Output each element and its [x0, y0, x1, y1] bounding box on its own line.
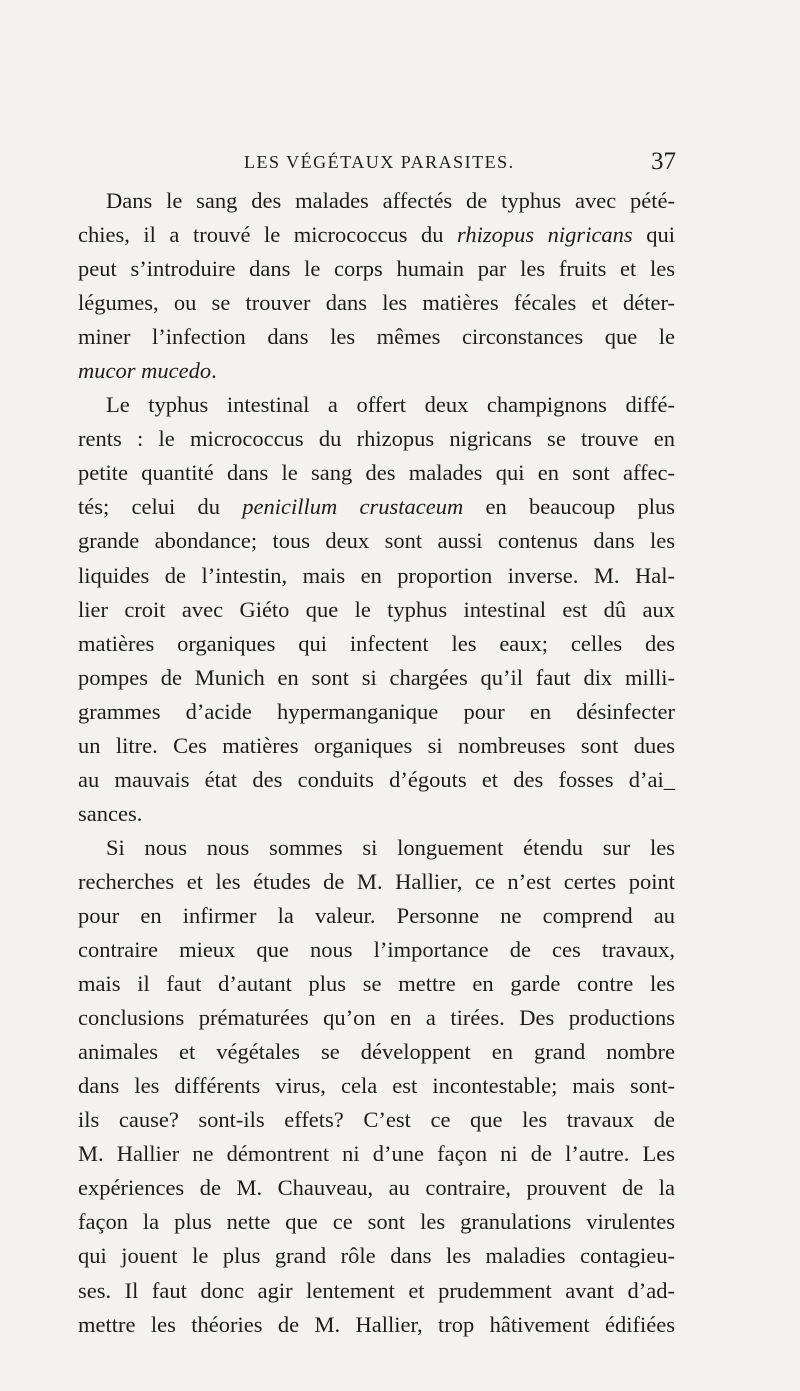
text-segment: grammes d’acide hypermanganique pour en désinfecter [78, 698, 675, 724]
text-line [78, 422, 675, 456]
italic-term: rhizopus nigricans [457, 222, 633, 248]
text-segment: légumes, ou se trouver dans les matières fécales et déter- [78, 290, 675, 316]
text-segment: ses. Il faut donc agir lentement et prudemment avant d’ad- [78, 1277, 675, 1303]
text-line [78, 524, 675, 558]
text-line [78, 967, 675, 1001]
text-segment: petite quantité dans le sang des malades qui en sont affec- [78, 460, 675, 486]
text-line [78, 729, 675, 763]
body-text [78, 184, 675, 1342]
text-line [78, 1171, 675, 1205]
text-segment: qui [632, 222, 675, 248]
text-segment: animales et végétales se développent en grand nombre [78, 1039, 675, 1065]
text-line [78, 1069, 675, 1103]
page-number: 37 [651, 148, 676, 175]
running-title: LES VÉGÉTAUX PARASITES. [244, 152, 515, 172]
text-segment: contraire mieux que nous l’importance de ces travaux, [78, 937, 675, 963]
text-line [78, 797, 675, 831]
text-segment: au mauvais état des conduits d’égouts et des fosses d’ai_ [78, 766, 675, 792]
text-segment: pompes de Munich en sont si chargées qu’il faut dix milli- [78, 664, 675, 690]
text-segment: miner l’infection dans les mêmes circonstances que le [78, 324, 675, 350]
text-line [78, 695, 675, 729]
text-segment: mettre les théories de M. Hallier, trop hâtivement édifiées [78, 1311, 675, 1337]
text-line [78, 184, 675, 218]
text-line [78, 1103, 675, 1137]
text-segment: . [211, 358, 217, 384]
text-segment: façon la plus nette que ce sont les granulations virulentes [78, 1209, 675, 1235]
text-line [78, 831, 675, 865]
text-segment: lier croit avec Giéto que le typhus intestinal est dû aux [78, 596, 675, 622]
text-segment: dans les différents virus, cela est incontestable; mais sont- [78, 1073, 675, 1099]
text-segment: qui jouent le plus grand rôle dans les maladies contagieu- [78, 1243, 675, 1269]
text-line [78, 899, 675, 933]
text-segment: peut s’introduire dans le corps humain par les fruits et les [78, 256, 675, 282]
text-line [78, 1137, 675, 1171]
text-line [78, 490, 675, 524]
text-line [78, 1239, 675, 1273]
text-line [78, 388, 675, 422]
text-line [78, 1274, 675, 1308]
text-segment: M. Hallier ne démontrent ni d’une façon ni de l’autre. Les [78, 1141, 675, 1167]
text-segment: recherches et les études de M. Hallier, ce n’est certes point [78, 868, 675, 894]
text-line [78, 1308, 675, 1342]
text-segment: conclusions prématurées qu’on en a tirées. Des productions [78, 1005, 675, 1031]
text-segment: liquides de l’intestin, mais en proportion inverse. M. Hal- [78, 562, 675, 588]
text-segment: mais il faut d’autant plus se mettre en garde contre les [78, 971, 675, 997]
text-line [78, 559, 675, 593]
text-segment: tés; celui du [78, 494, 243, 520]
text-line [78, 865, 675, 899]
running-head [78, 150, 678, 180]
text-segment: ils cause? sont-ils effets? C’est ce que les travaux de [78, 1107, 675, 1133]
text-line [78, 252, 675, 286]
text-line [78, 933, 675, 967]
italic-term: mucor mucedo [78, 358, 212, 384]
text-segment: Dans le sang des malades affectés de typhus avec pété- [106, 188, 675, 213]
text-line [78, 218, 675, 252]
italic-term: penicillum crustaceum [242, 494, 464, 520]
text-segment: Si nous nous sommes si longuement étendu sur les [106, 834, 675, 860]
text-line [78, 320, 675, 354]
text-line [78, 627, 675, 661]
text-line [78, 354, 675, 388]
text-segment: rents : le micrococcus du rhizopus nigricans se trouve en [78, 426, 675, 452]
text-line [78, 1205, 675, 1239]
text-line [78, 1035, 675, 1069]
text-line [78, 661, 675, 695]
text-segment: un litre. Ces matières organiques si nombreuses sont dues [78, 732, 675, 758]
text-segment: grande abondance; tous deux sont aussi contenus dans les [78, 528, 675, 554]
text-segment: chies, il a trouvé le micrococcus du [78, 222, 458, 248]
text-line [78, 286, 675, 320]
text-segment: pour en infirmer la valeur. Personne ne comprend au [78, 902, 675, 928]
text-line [78, 1001, 675, 1035]
text-segment: expériences de M. Chauveau, au contraire, prouvent de la [78, 1175, 675, 1201]
text-segment: matières organiques qui infectent les eaux; celles des [78, 630, 675, 656]
text-segment: en beaucoup plus [463, 494, 675, 520]
text-segment: Le typhus intestinal a offert deux champignons diffé- [106, 392, 675, 418]
text-segment: sances. [78, 800, 143, 826]
text-line [78, 456, 675, 490]
text-line [78, 763, 675, 797]
text-line [78, 593, 675, 627]
